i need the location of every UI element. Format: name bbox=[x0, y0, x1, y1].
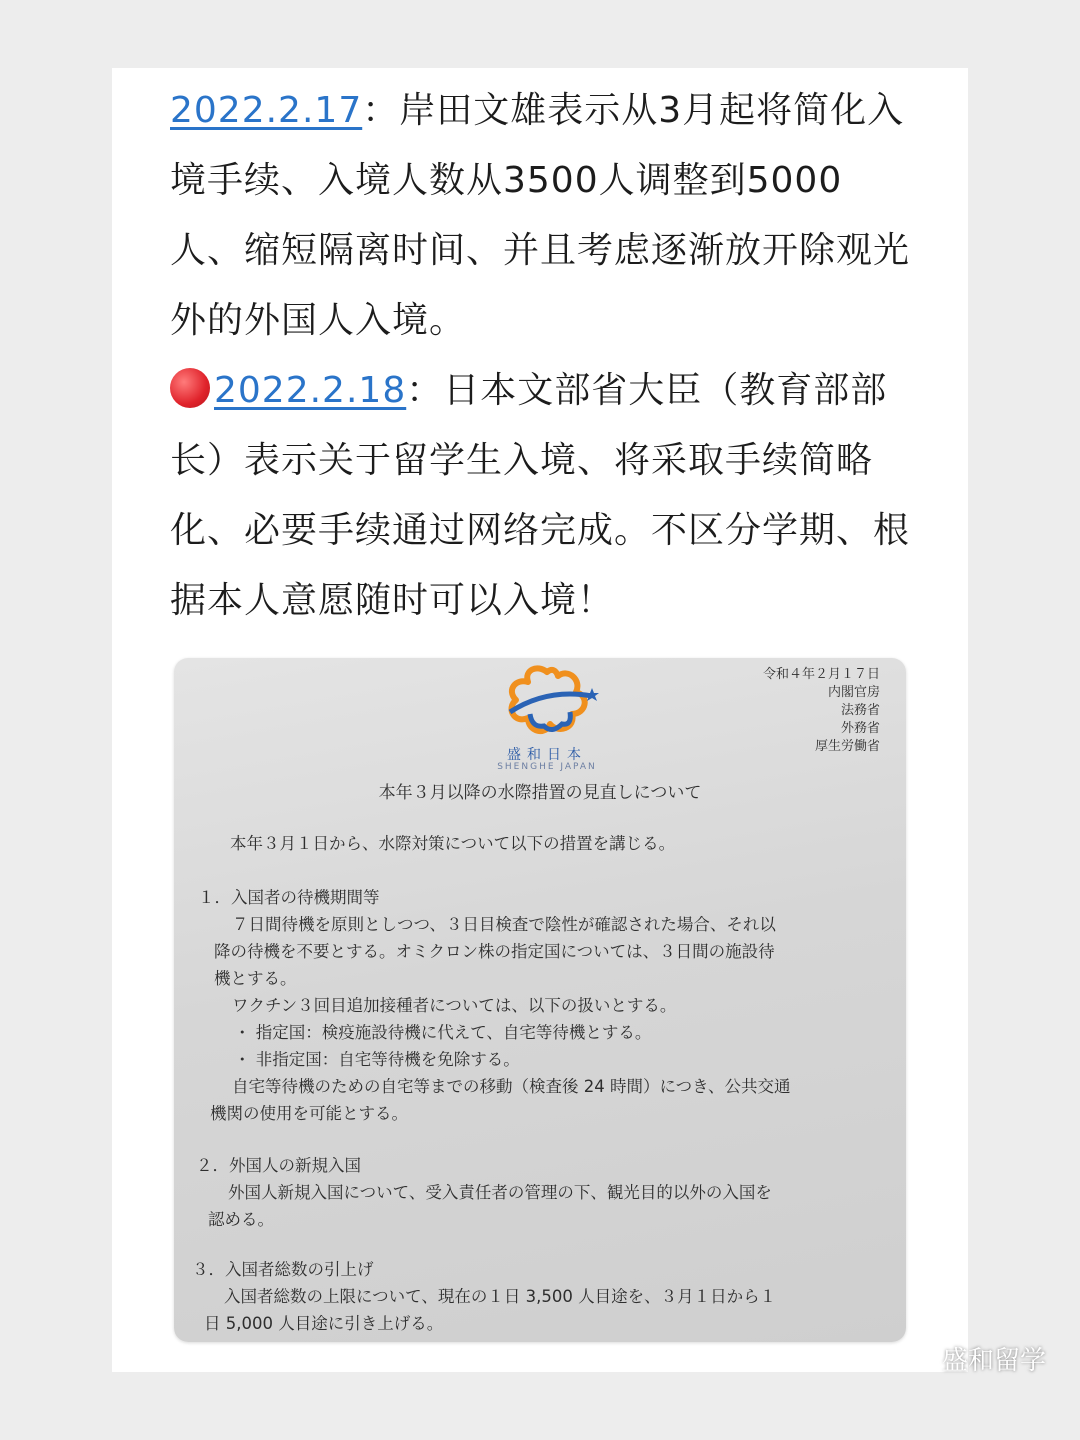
account-watermark bbox=[896, 1340, 1046, 1377]
doc-ministry: 厚生労働省 bbox=[814, 739, 880, 754]
doc-date: 令和４年２月１７日 bbox=[762, 667, 880, 682]
doc-line: ・ 非指定国：自宅等待機を免除する。 bbox=[234, 1050, 520, 1069]
shenghe-logo bbox=[492, 662, 602, 780]
doc-line: 認める。 bbox=[208, 1210, 274, 1229]
doc-line: 自宅等待機のための自宅等までの移動（検査後 24 時間）につき、公共交通 bbox=[232, 1077, 791, 1096]
doc-intro: 本年３月１日から、水際対策について以下の措置を講じる。 bbox=[230, 834, 676, 853]
doc-line: ７日間待機を原則としつつ、３日目検査で陰性が確認された場合、それ以 bbox=[232, 915, 776, 934]
doc-line: 機関の使用を可能とする。 bbox=[210, 1104, 408, 1123]
doc-ministry: 外務省 bbox=[840, 721, 880, 736]
doc-ministry: 内閣官房 bbox=[827, 685, 880, 700]
doc-title: 本年３月以降の水際措置の見直しについて bbox=[378, 783, 702, 803]
doc-line: 日 5,000 人目途に引き上げる。 bbox=[204, 1314, 444, 1333]
document-photo bbox=[174, 658, 906, 1342]
logo-name-cn: 盛和日本 bbox=[507, 747, 587, 763]
doc-section-heading: ２．外国人の新規入国 bbox=[196, 1156, 361, 1175]
doc-line: ワクチン３回目追加接種者については、以下の扱いとする。 bbox=[232, 996, 677, 1015]
paragraph-1 bbox=[170, 76, 910, 356]
doc-line: ・ 指定国：検疫施設待機に代えて、自宅等待機とする。 bbox=[234, 1023, 652, 1042]
doc-line: 機とする。 bbox=[214, 969, 297, 988]
date-link-2[interactable]: 2022.2.18 bbox=[214, 370, 407, 411]
doc-line: 入国者総数の上限について、現在の１日 3,500 人目途を、３月１日から１ bbox=[224, 1287, 777, 1306]
doc-section-heading: ３．入国者総数の引上げ bbox=[192, 1260, 374, 1279]
paragraph-2-text: ：日本文部省大臣（教育部部长）表示关于留学生入境、将采取手续简略化、必要手续通过网络完成。不区分学期、根据本人意愿随时可以入境！ bbox=[170, 370, 911, 621]
doc-line: 外国人新規入国について、受入責任者の管理の下、観光目的以外の入国を bbox=[228, 1183, 772, 1202]
wechat-icon bbox=[896, 1344, 932, 1374]
doc-line: 降の待機を不要とする。オミクロン株の指定国については、３日間の施設待 bbox=[214, 942, 775, 961]
date-link-1[interactable]: 2022.2.17 bbox=[170, 90, 363, 131]
red-circle-icon bbox=[170, 368, 210, 408]
doc-section-heading: １．入国者の待機期間等 bbox=[198, 888, 380, 907]
doc-ministry: 法務省 bbox=[840, 703, 880, 718]
post-card bbox=[112, 68, 968, 1372]
logo-name-en: SHENGHE JAPAN bbox=[497, 762, 597, 772]
paragraph-2 bbox=[170, 356, 910, 636]
sakura-logo-icon bbox=[492, 662, 602, 746]
paragraph-1-text: ：岸田文雄表示从3月起将简化入境手续、入境人数从3500人调整到5000人、缩短隔离时间、并且考虑逐渐放开除观光外的外国人入境。 bbox=[170, 90, 911, 341]
watermark-label: 盛和留学 bbox=[941, 1346, 1046, 1376]
